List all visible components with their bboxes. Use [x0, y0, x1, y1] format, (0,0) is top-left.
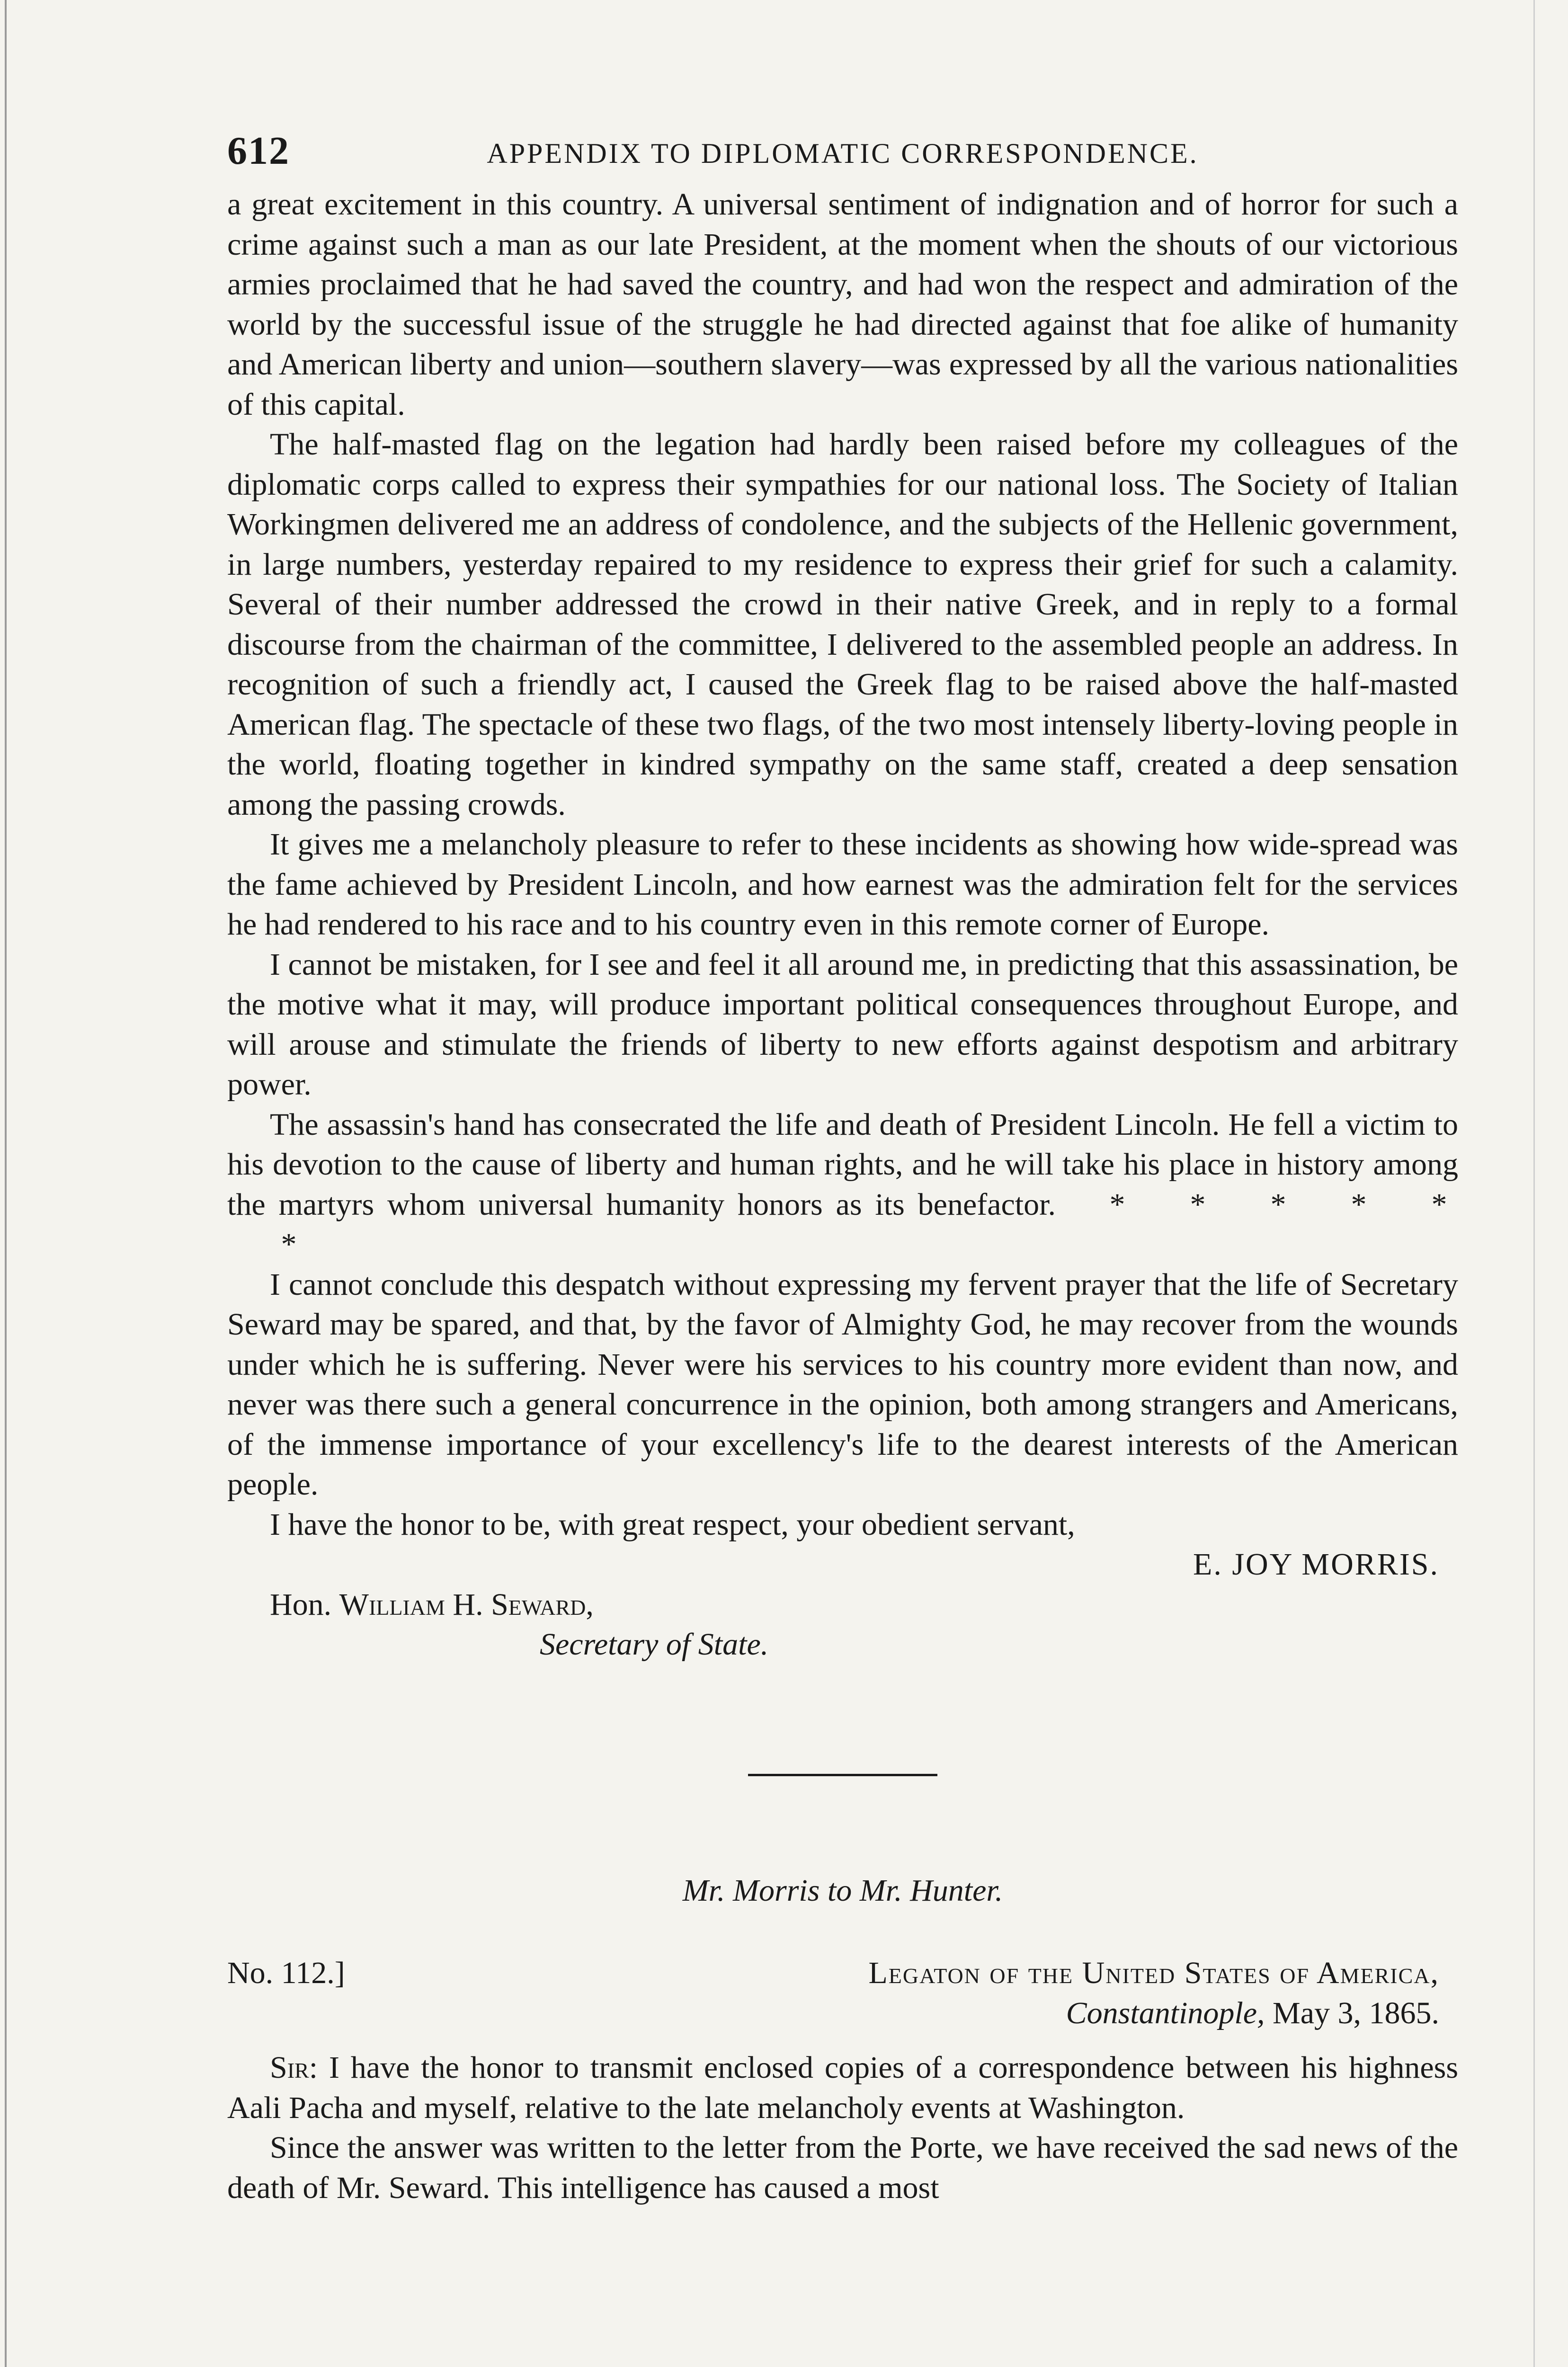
letter2-body: [227, 2048, 1458, 2208]
closing-line: I have the honor to be, with great respect, your obedient servant,: [270, 1507, 1075, 1542]
addressee-prefix: Hon.: [270, 1587, 332, 1622]
page-edge-left: [5, 0, 7, 2367]
letter-title: Mr. Morris to Mr. Hunter.: [682, 1873, 1003, 1908]
ellipsis-star: *: [281, 1227, 297, 1262]
page-number: 612: [227, 129, 290, 173]
document-number: No. 112.]: [227, 1956, 345, 1990]
addressee-name: William H. Seward,: [339, 1587, 594, 1622]
ellipsis-star: *: [1109, 1187, 1125, 1222]
page-header: [227, 118, 1458, 185]
addressee-title: Secretary of State.: [540, 1627, 769, 1662]
document-page: [227, 118, 1458, 2208]
ellipsis-star: *: [1270, 1187, 1286, 1222]
paragraph: The half-masted flag on the legation had hardly been raised before my colleagues of the diplomatic corps called to express their sympathies for our national loss. The Society of Italian Workingmen delivered me an address of condolence, and the subjects of the Hellenic government, in large numbers, yesterday repaired to my residence to express their grief for such a calamity. Several of their number addressed the crowd in their native Greek, and in reply to a formal discourse from the chairman of the committee, I delivered to the assembled people an address. In recognition of such a friendly act, I caused the Greek flag to be raised above the half-masted American flag. The spectacle of these two flags, of the two most intensely liberty-loving people in the world, floating together in kindred sympathy on the same staff, created a deep sensation among the passing crowds.: [227, 427, 1458, 822]
ellipsis-star: *: [1190, 1187, 1206, 1222]
paragraph-text: The assassin's hand has consecrated the life and death of President Lincoln. He fell a victim to his devotion to the cause of liberty and human rights, and he will take his place in history among the martyrs whom universal humanity honors as its benefactor.: [227, 1107, 1458, 1222]
running-head: APPENDIX TO DIPLOMATIC CORRESPONDENCE.: [487, 138, 1199, 169]
ellipsis-star: *: [1351, 1187, 1367, 1222]
paragraph: Since the answer was written to the letter from the Porte, we have received the sad news of the death of Mr. Seward. This intelligence has caused a most: [227, 2130, 1458, 2205]
section-divider: [748, 1774, 937, 1776]
salutation: Sir:: [270, 2050, 318, 2085]
letter-dateline: [227, 1953, 1458, 2034]
letter-body: [227, 185, 1458, 1665]
signature: E. JOY MORRIS.: [1193, 1547, 1439, 1582]
addressee: [227, 1585, 1458, 1625]
page-edge-right: [1533, 0, 1535, 2367]
paragraph: It gives me a melancholy pleasure to refer to these incidents as showing how wide-spread was the fame achieved by President Lincoln, and how earnest was the admiration felt for the services he had rendered to his race and to his country even in this remote corner of Europe.: [227, 827, 1458, 942]
paragraph-continuation: a great excitement in this country. A universal sentiment of indignation and of horror for such a crime against such a man as our late President, at the moment when the shouts of our victorious armies proclaimed that he had saved the country, and had won the respect and admiration of the world by the successful issue of the struggle he had directed against that foe alike of humanity and American liberty and union—southern slavery—was expressed by all the various nationalities of this capital.: [227, 187, 1458, 422]
paragraph-salutation: [227, 2048, 1458, 2128]
paragraph: I cannot be mistaken, for I see and feel it all around me, in predicting that this assassination, be the motive what it may, will produce important political consequences throughout Europe, and will arouse and stimulate the friends of liberty to new efforts against despotism and arbitrary power.: [227, 947, 1458, 1102]
paragraph: I cannot conclude this despatch without expressing my fervent prayer that the life of Secretary Seward may be spared, and that, by the favor of Almighty God, he may recover from the wounds under which he is suffering. Never were his services to his country more evident than now, and never was there such a general concurrence in the opinion, both among strangers and Americans, of the immense importance of your excellency's life to the dearest interests of the American people.: [227, 1267, 1458, 1502]
place-date: [1066, 1993, 1439, 2034]
date: May 3, 1865.: [1273, 1995, 1439, 2030]
place: Constantinople,: [1066, 1995, 1265, 2030]
paragraph-with-ellipsis: [227, 1105, 1458, 1265]
ellipsis-star: *: [1431, 1187, 1447, 1222]
paragraph-text: I have the honor to transmit enclosed copies of a correspondence between his highness Aali Pacha and myself, relative to the late melancholy events at Washington.: [227, 2050, 1459, 2125]
legation-heading: Legaton of the United States of America,: [868, 1956, 1439, 1990]
